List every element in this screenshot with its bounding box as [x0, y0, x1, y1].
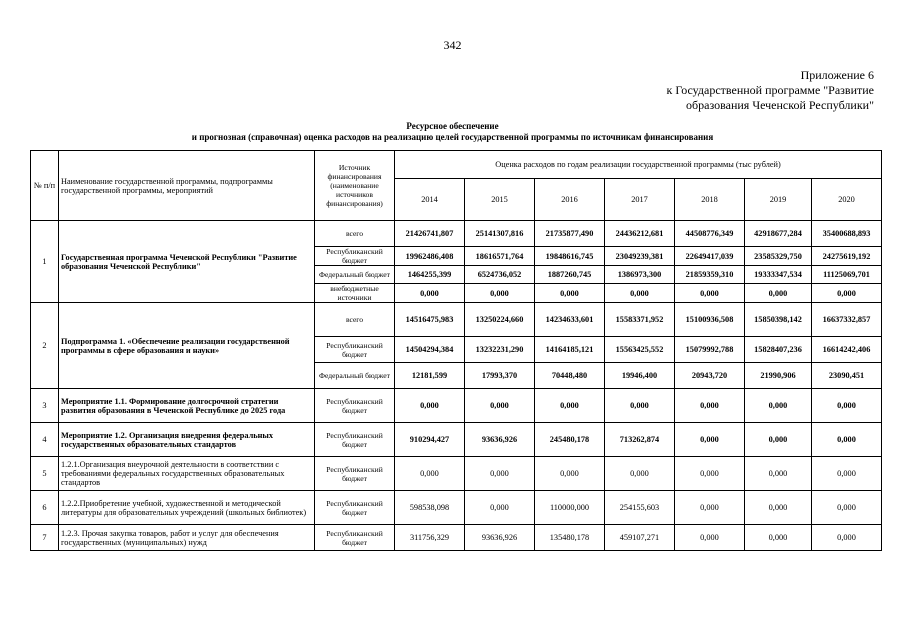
row-number: 6 [31, 491, 59, 525]
cell-value: 16614242,406 [812, 337, 882, 363]
cell-value: 459107,271 [605, 525, 675, 551]
cell-value: 14504294,384 [395, 337, 465, 363]
funding-source: Республиканский бюджет [315, 389, 395, 423]
header-num: № п/п [31, 151, 59, 221]
cell-value: 44508776,349 [675, 221, 745, 247]
cell-value: 21735877,490 [535, 221, 605, 247]
appendix-line: образования Чеченской Республики" [686, 98, 874, 112]
cell-value: 25141307,816 [465, 221, 535, 247]
cell-value: 0,000 [812, 525, 882, 551]
cell-value: 110000,000 [535, 491, 605, 525]
cell-value: 13232231,290 [465, 337, 535, 363]
cell-value: 0,000 [812, 491, 882, 525]
appendix-line: к Государственной программе "Развитие [666, 83, 874, 97]
header-row [31, 151, 882, 179]
cell-value: 15583371,952 [605, 303, 675, 337]
cell-value: 0,000 [465, 389, 535, 423]
cell-value: 0,000 [395, 457, 465, 491]
program-name: Подпрограмма 1. «Обеспечение реализации государственной программы в сфере образования и науки» [59, 303, 315, 389]
cell-value: 245480,178 [535, 423, 605, 457]
cell-value: 20943,720 [675, 363, 745, 389]
cell-value: 19946,400 [605, 363, 675, 389]
appendix-line: Приложение 6 [800, 68, 874, 82]
cell-value: 1386973,300 [605, 266, 675, 284]
cell-value: 311756,329 [395, 525, 465, 551]
cell-value: 0,000 [535, 457, 605, 491]
program-name: 1.2.3. Прочая закупка товаров, работ и услуг для обеспечения государственных (муниципальных) нужд [59, 525, 315, 551]
cell-value: 24275619,192 [812, 247, 882, 266]
cell-value: 15850398,142 [745, 303, 812, 337]
cell-value: 135480,178 [535, 525, 605, 551]
cell-value: 0,000 [675, 389, 745, 423]
funding-source: Республиканский бюджет [315, 247, 395, 266]
cell-value: 0,000 [812, 284, 882, 303]
funding-source: Республиканский бюджет [315, 457, 395, 491]
row-number: 7 [31, 525, 59, 551]
cell-value: 11125069,701 [812, 266, 882, 284]
document-title [0, 121, 905, 143]
cell-value: 0,000 [675, 525, 745, 551]
cell-value: 0,000 [605, 389, 675, 423]
cell-value: 254155,603 [605, 491, 675, 525]
cell-value: 70448,480 [535, 363, 605, 389]
header-year: 2020 [812, 179, 882, 221]
cell-value: 1887260,745 [535, 266, 605, 284]
funding-source: всего [315, 221, 395, 247]
cell-value: 0,000 [675, 284, 745, 303]
cell-value: 14164185,121 [535, 337, 605, 363]
funding-source: Республиканский бюджет [315, 491, 395, 525]
funding-source: Республиканский бюджет [315, 525, 395, 551]
program-name: Государственная программа Чеченской Республики "Развитие образования Чеченской Республики" [59, 221, 315, 303]
cell-value: 22649417,039 [675, 247, 745, 266]
cell-value: 24436212,681 [605, 221, 675, 247]
cell-value: 93636,926 [465, 525, 535, 551]
row-number: 4 [31, 423, 59, 457]
cell-value: 0,000 [395, 389, 465, 423]
cell-value: 0,000 [812, 389, 882, 423]
funding-source: Республиканский бюджет [315, 337, 395, 363]
cell-value: 21426741,807 [395, 221, 465, 247]
cell-value: 42918677,284 [745, 221, 812, 247]
cell-value: 0,000 [745, 457, 812, 491]
cell-value: 598538,098 [395, 491, 465, 525]
cell-value: 16637332,857 [812, 303, 882, 337]
cell-value: 0,000 [535, 284, 605, 303]
cell-value: 0,000 [395, 284, 465, 303]
table-row [31, 303, 882, 337]
funding-source: внебюджетные источники [315, 284, 395, 303]
header-estimate: Оценка расходов по годам реализации государственной программы (тыс рублей) [395, 151, 882, 179]
cell-value: 0,000 [812, 423, 882, 457]
cell-value: 0,000 [535, 389, 605, 423]
funding-source: Федеральный бюджет [315, 266, 395, 284]
cell-value: 15100936,508 [675, 303, 745, 337]
cell-value: 14516475,983 [395, 303, 465, 337]
title-line: Ресурсное обеспечение [406, 121, 499, 131]
cell-value: 0,000 [465, 457, 535, 491]
header-year: 2018 [675, 179, 745, 221]
funding-source: Федеральный бюджет [315, 363, 395, 389]
cell-value: 0,000 [745, 423, 812, 457]
cell-value: 15079992,788 [675, 337, 745, 363]
page-number: 342 [443, 38, 462, 52]
header-year: 2017 [605, 179, 675, 221]
cell-value: 0,000 [605, 457, 675, 491]
row-number: 1 [31, 221, 59, 303]
cell-value: 15828407,236 [745, 337, 812, 363]
funding-source: всего [315, 303, 395, 337]
cell-value: 19333347,534 [745, 266, 812, 284]
title-line: и прогнозная (справочная) оценка расходов на реализацию целей государственной программы по источникам финансирования [191, 132, 714, 142]
table-row [31, 389, 882, 423]
cell-value: 910294,427 [395, 423, 465, 457]
table-row [31, 457, 882, 491]
cell-value: 0,000 [745, 389, 812, 423]
table-row [31, 525, 882, 551]
table-body [31, 221, 882, 551]
row-number: 3 [31, 389, 59, 423]
cell-value: 0,000 [675, 423, 745, 457]
cell-value: 23049239,381 [605, 247, 675, 266]
cell-value: 0,000 [465, 491, 535, 525]
cell-value: 0,000 [675, 457, 745, 491]
cell-value: 35400688,893 [812, 221, 882, 247]
header-year: 2015 [465, 179, 535, 221]
program-name: 1.2.1.Организация внеурочной деятельности в соответствии с требованиями федеральных государственных образовательных стандартов [59, 457, 315, 491]
cell-value: 0,000 [745, 525, 812, 551]
cell-value: 21990,906 [745, 363, 812, 389]
cell-value: 6524736,052 [465, 266, 535, 284]
row-number: 2 [31, 303, 59, 389]
header-year: 2019 [745, 179, 812, 221]
cell-value: 0,000 [465, 284, 535, 303]
header-year: 2016 [535, 179, 605, 221]
cell-value: 19848616,745 [535, 247, 605, 266]
cell-value: 0,000 [745, 284, 812, 303]
header-year: 2014 [395, 179, 465, 221]
program-name: Мероприятие 1.1. Формирование долгосрочной стратегии развития образования в Чеченской Республике до 2025 года [59, 389, 315, 423]
cell-value: 1464255,399 [395, 266, 465, 284]
cell-value: 0,000 [745, 491, 812, 525]
cell-value: 23090,451 [812, 363, 882, 389]
program-name: 1.2.2.Приобретение учебной, художественной и методической литературы для образовательных учреждений (школьных библиотек) [59, 491, 315, 525]
cell-value: 12181,599 [395, 363, 465, 389]
cell-value: 93636,926 [465, 423, 535, 457]
funding-source: Республиканский бюджет [315, 423, 395, 457]
cell-value: 713262,874 [605, 423, 675, 457]
resource-table [30, 150, 882, 551]
table-row [31, 491, 882, 525]
appendix-note [666, 68, 874, 113]
cell-value: 21859359,310 [675, 266, 745, 284]
program-name: Мероприятие 1.2. Организация внедрения федеральных государственных образовательных стандартов [59, 423, 315, 457]
header-name: Наименование государственной программы, подпрограммы государственной программы, мероприятий [59, 151, 315, 221]
cell-value: 13250224,660 [465, 303, 535, 337]
header-source: Источник финансирования (наименование источников финансирования) [315, 151, 395, 221]
cell-value: 0,000 [605, 284, 675, 303]
table-row [31, 221, 882, 247]
row-number: 5 [31, 457, 59, 491]
cell-value: 0,000 [812, 457, 882, 491]
cell-value: 15563425,552 [605, 337, 675, 363]
cell-value: 0,000 [675, 491, 745, 525]
cell-value: 14234633,601 [535, 303, 605, 337]
cell-value: 18616571,764 [465, 247, 535, 266]
cell-value: 17993,370 [465, 363, 535, 389]
table-row [31, 423, 882, 457]
cell-value: 23585329,750 [745, 247, 812, 266]
cell-value: 19962486,408 [395, 247, 465, 266]
